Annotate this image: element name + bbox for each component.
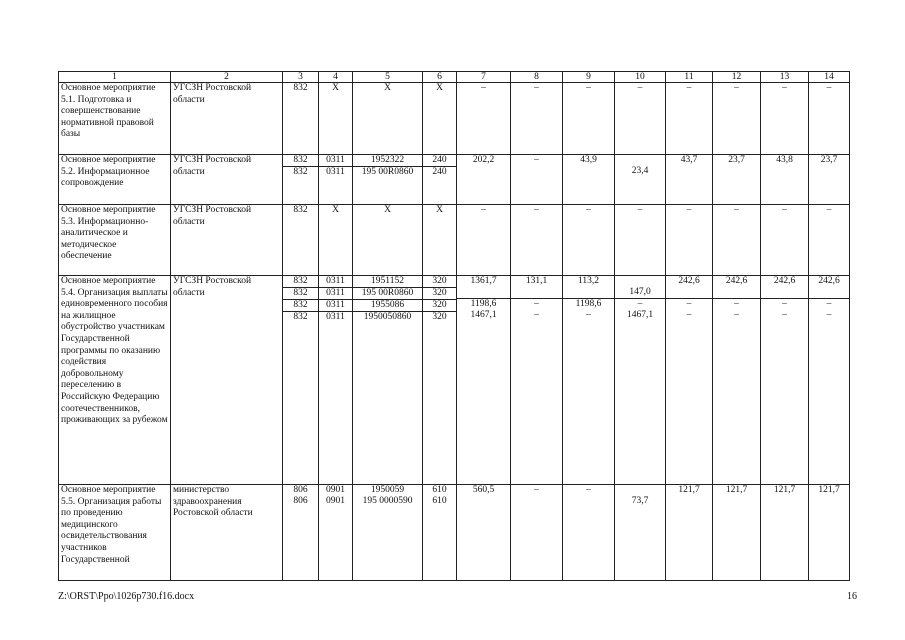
cell-value: 832	[293, 83, 308, 93]
cell-value: 23,7	[728, 155, 745, 165]
cell-col-11	[666, 83, 713, 155]
cell-col-12	[713, 485, 761, 581]
cell-col-8	[511, 83, 563, 155]
cell-col-12	[713, 83, 761, 155]
cell-col-12	[713, 276, 761, 485]
cell-value: –	[734, 83, 739, 93]
cell-col-9	[563, 83, 615, 155]
column-number-8: 8	[511, 72, 563, 83]
cell-col-7	[457, 485, 511, 581]
cell-value: 43,8	[776, 155, 793, 165]
cell-value: 832	[283, 155, 318, 167]
cell-col-11	[666, 485, 713, 581]
cell-value: 131,1	[525, 276, 548, 286]
cell-value: 242,6	[725, 276, 748, 286]
cell-col-10	[615, 485, 666, 581]
cell-value: –	[637, 205, 643, 215]
cell-col-12	[713, 205, 761, 276]
cell-value: 806	[293, 496, 308, 506]
table-row	[59, 485, 850, 581]
table-row	[59, 205, 850, 276]
cell-value	[666, 287, 712, 299]
page-number: 16	[847, 591, 857, 602]
cell-col-11	[666, 155, 713, 205]
cell-col-7	[457, 276, 511, 485]
cell-value: 320	[423, 276, 456, 288]
cell-value: 43,7	[680, 155, 698, 165]
cell-col-7	[457, 205, 511, 276]
executor: министерство здравоохранения Ростовской области	[171, 485, 283, 581]
cell-value	[713, 287, 760, 299]
executor: УГСЗН Ростовской области	[171, 205, 283, 276]
column-number-6: 6	[423, 72, 457, 83]
cell-col-11	[666, 276, 713, 485]
cell-value: 240	[432, 167, 447, 177]
activity-name: Основное мероприятие 5.5. Организация работы по проведению медицинского освидетельствования участников Государственной	[59, 485, 171, 581]
cell-value: 0311	[319, 276, 352, 288]
cell-value: 0311	[319, 300, 352, 312]
cell-value: 121,7	[678, 485, 700, 495]
cell-col-4	[319, 205, 353, 276]
cell-value: 832	[283, 276, 318, 288]
cell-value: 195 00R0860	[361, 167, 414, 177]
cell-col-4	[319, 485, 353, 581]
column-number-7: 7	[457, 72, 511, 83]
cell-value: 1198,6	[575, 299, 602, 309]
table-row	[59, 155, 850, 205]
cell-col-8	[511, 205, 563, 276]
cell-col-9	[563, 155, 615, 205]
cell-value: –	[686, 299, 692, 309]
cell-value: –	[481, 83, 486, 93]
cell-value: 320	[423, 288, 456, 300]
cell-col-6	[423, 155, 457, 205]
table-body	[59, 72, 850, 581]
cell-value: 121,7	[818, 485, 840, 495]
cell-value: 121,7	[773, 485, 796, 495]
cell-value: –	[637, 299, 643, 309]
cell-value: 202,2	[472, 155, 495, 165]
cell-value	[563, 287, 614, 299]
cell-value: –	[686, 83, 692, 93]
cell-value: –	[782, 310, 787, 320]
cell-value	[809, 287, 849, 299]
cell-col-14	[809, 155, 850, 205]
cell-value: 832	[283, 288, 318, 300]
cell-col-6	[423, 276, 457, 485]
cell-col-12	[713, 155, 761, 205]
cell-value: –	[734, 299, 739, 309]
cell-value: –	[782, 299, 787, 309]
cell-col-14	[809, 205, 850, 276]
cell-value: 1467,1	[626, 310, 654, 320]
cell-value: X	[436, 205, 443, 215]
cell-col-3	[283, 485, 319, 581]
column-number-9: 9	[563, 72, 615, 83]
cell-col-3	[283, 276, 319, 485]
cell-value: –	[826, 310, 832, 320]
cell-value: 832	[283, 300, 318, 312]
cell-value: –	[481, 205, 486, 215]
cell-col-3	[283, 205, 319, 276]
cell-value: 242,6	[773, 276, 796, 286]
activity-name: Основное мероприятие 5.2. Информационное сопровождение	[59, 155, 171, 205]
executor: УГСЗН Ростовской области	[171, 276, 283, 485]
cell-value: 832	[293, 312, 308, 322]
cell-value: –	[586, 205, 591, 215]
cell-col-10	[615, 276, 666, 485]
cell-col-8	[511, 485, 563, 581]
cell-col-3	[283, 155, 319, 205]
cell-value: 1955086	[353, 300, 422, 312]
cell-col-3	[283, 83, 319, 155]
cell-value: –	[534, 205, 539, 215]
cell-value: –	[534, 83, 539, 93]
cell-col-14	[809, 83, 850, 155]
cell-value: –	[534, 299, 539, 309]
cell-value: 147,0	[615, 287, 665, 299]
cell-value	[761, 287, 808, 299]
column-number-4: 4	[319, 72, 353, 83]
cell-value: 121,7	[725, 485, 748, 495]
cell-value: 0311	[326, 167, 345, 177]
cell-col-13	[761, 155, 809, 205]
cell-col-5	[353, 485, 423, 581]
cell-col-13	[761, 276, 809, 485]
cell-value: –	[534, 155, 539, 165]
table-row	[59, 276, 850, 485]
column-number-13: 13	[761, 72, 809, 83]
cell-col-13	[761, 205, 809, 276]
column-number-10: 10	[615, 72, 666, 83]
cell-value: –	[826, 83, 832, 93]
cell-value: –	[782, 205, 787, 215]
cell-col-6	[423, 485, 457, 581]
cell-value: X	[436, 83, 443, 93]
cell-value: 0901	[326, 485, 345, 495]
cell-value: 240	[423, 155, 456, 167]
cell-col-5	[353, 276, 423, 485]
footer-file-path: Z:\ORST\Ppo\1026p730.f16.docx	[58, 591, 195, 602]
cell-value: –	[782, 83, 787, 93]
cell-col-8	[511, 155, 563, 205]
cell-value: X	[332, 205, 339, 215]
column-number-1: 1	[59, 72, 171, 83]
cell-value: 1950059	[370, 485, 405, 495]
activity-name: Основное мероприятие 5.3. Информационно-аналитическое и методическое обеспечение	[59, 205, 171, 276]
cell-value: 560,5	[472, 485, 495, 495]
cell-value	[617, 276, 663, 287]
cell-col-8	[511, 276, 563, 485]
cell-col-9	[563, 205, 615, 276]
cell-value	[617, 155, 663, 166]
cell-value: X	[332, 83, 339, 93]
cell-value: –	[586, 485, 591, 495]
cell-value: 832	[293, 167, 308, 177]
cell-col-14	[809, 485, 850, 581]
cell-value: 1950050860	[363, 312, 412, 322]
column-number-2: 2	[171, 72, 283, 83]
cell-value: –	[534, 485, 539, 495]
cell-col-5	[353, 155, 423, 205]
cell-value: –	[534, 310, 539, 320]
cell-col-6	[423, 205, 457, 276]
cell-value: 0311	[319, 155, 352, 167]
cell-value: 1198,6	[470, 299, 497, 309]
cell-col-13	[761, 83, 809, 155]
cell-value	[617, 485, 663, 496]
header-row	[59, 72, 850, 83]
cell-value: 195 00R0860	[353, 288, 422, 300]
cell-col-4	[319, 276, 353, 485]
cell-col-6	[423, 83, 457, 155]
cell-value: 1951152	[353, 276, 422, 288]
cell-value: 320	[432, 312, 447, 322]
cell-value: –	[826, 299, 832, 309]
cell-value: 242,6	[818, 276, 840, 286]
cell-value: 610	[432, 485, 447, 495]
cell-value: 806	[293, 485, 308, 495]
cell-value: 1361,7	[470, 276, 497, 286]
column-number-14: 14	[809, 72, 850, 83]
cell-value: –	[734, 205, 739, 215]
cell-value: 23,4	[631, 166, 649, 176]
cell-value: 73,7	[631, 496, 649, 506]
cell-value: 113,2	[577, 276, 600, 286]
cell-value	[511, 287, 562, 299]
budget-table	[58, 71, 850, 581]
cell-col-5	[353, 205, 423, 276]
column-number-11: 11	[666, 72, 713, 83]
executor: УГСЗН Ростовской области	[171, 83, 283, 155]
cell-value	[457, 287, 510, 299]
cell-value: X	[384, 205, 391, 215]
cell-value: 610	[432, 496, 447, 506]
column-number-3: 3	[283, 72, 319, 83]
cell-value: X	[384, 83, 391, 93]
cell-col-10	[615, 155, 666, 205]
cell-value: –	[826, 205, 832, 215]
cell-value: 320	[423, 300, 456, 312]
cell-value: 0311	[326, 312, 345, 322]
cell-value: 23,7	[820, 155, 838, 165]
cell-value: 43,9	[580, 155, 597, 165]
cell-col-13	[761, 485, 809, 581]
table-row	[59, 83, 850, 155]
cell-col-14	[809, 276, 850, 485]
cell-col-11	[666, 205, 713, 276]
cell-col-7	[457, 83, 511, 155]
cell-col-10	[615, 83, 666, 155]
cell-col-5	[353, 83, 423, 155]
cell-col-4	[319, 155, 353, 205]
cell-value: –	[734, 310, 739, 320]
column-number-12: 12	[713, 72, 761, 83]
cell-col-7	[457, 155, 511, 205]
cell-value: –	[586, 83, 591, 93]
cell-value: –	[586, 310, 591, 320]
column-number-5: 5	[353, 72, 423, 83]
cell-value: –	[686, 310, 692, 320]
cell-value: 0901	[326, 496, 345, 506]
cell-col-10	[615, 205, 666, 276]
cell-col-9	[563, 485, 615, 581]
activity-name: Основное мероприятие 5.4. Организация выплаты единовременного пособия на жилищное обустройство участникам Государственной программы по оказанию содействия добровольному переселению в Российскую Федерацию соотечественников, проживающих за рубежом	[59, 276, 171, 485]
cell-value: 1952322	[353, 155, 422, 167]
cell-value: 0311	[319, 288, 352, 300]
cell-col-4	[319, 83, 353, 155]
activity-name: Основное мероприятие 5.1. Подготовка и совершенствование нормативной правовой базы	[59, 83, 171, 155]
cell-col-9	[563, 276, 615, 485]
cell-value: 1467,1	[470, 310, 497, 320]
cell-value: 832	[293, 205, 308, 215]
cell-value: –	[637, 83, 643, 93]
cell-value: 195 0000590	[362, 496, 413, 506]
cell-value: –	[686, 205, 692, 215]
cell-value: 242,6	[678, 276, 700, 286]
executor: УГСЗН Ростовской области	[171, 155, 283, 205]
